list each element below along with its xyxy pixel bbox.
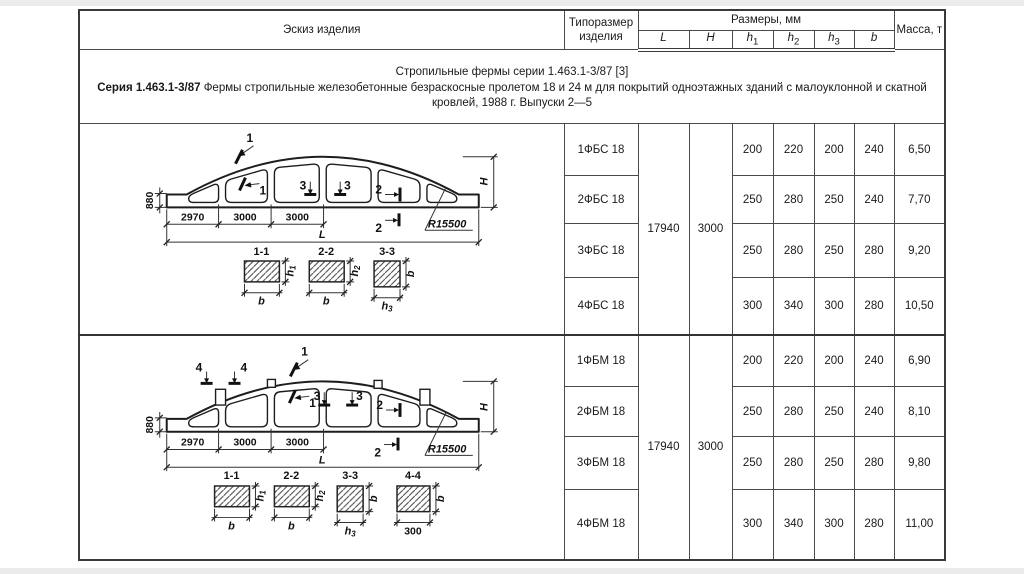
svg-text:b: b <box>434 495 447 502</box>
b-cell: 240 <box>854 124 894 176</box>
typesize-cell: 3ФБМ 18 <box>564 437 638 490</box>
H-cell-block2: 3000 <box>689 335 732 560</box>
svg-text:2970: 2970 <box>181 437 205 449</box>
svg-text:b: b <box>287 520 295 533</box>
svg-text:H: H <box>478 402 491 411</box>
svg-text:2: 2 <box>375 182 383 197</box>
typesize-cell: 1ФБМ 18 <box>564 335 638 387</box>
svg-text:h1: h1 <box>254 490 268 502</box>
svg-text:3: 3 <box>313 388 321 403</box>
h1-cell: 250 <box>732 176 773 224</box>
svg-text:2-2: 2-2 <box>318 246 335 259</box>
series-description: Серия 1.463.1-3/87 Фермы стропильные железобетонные безраскосные пролетом 18 и 24 м для покрытий одноэтажных зданий с малоуклонной и скатной кровлей, 1988 г. Выпуски 2—5 <box>97 82 927 109</box>
typesize-cell: 4ФБМ 18 <box>564 490 638 560</box>
b-cell: 240 <box>854 335 894 387</box>
svg-text:2970: 2970 <box>181 212 205 224</box>
truss1-section-3-3 <box>371 246 417 314</box>
svg-text:b: b <box>404 270 417 278</box>
truss1-section-marker-2-below <box>375 214 399 236</box>
svg-text:h2: h2 <box>349 265 363 277</box>
svg-text:2: 2 <box>374 445 382 460</box>
truss-elevation-drawing-1 <box>80 124 564 334</box>
svg-text:3000: 3000 <box>233 437 257 449</box>
svg-text:4-4: 4-4 <box>405 469 421 482</box>
svg-text:H: H <box>478 177 491 186</box>
L-cell-block2: 17940 <box>638 335 689 560</box>
svg-text:1: 1 <box>246 131 254 146</box>
h2-cell: 340 <box>773 278 814 335</box>
mass-cell: 9,20 <box>894 224 945 278</box>
svg-text:b: b <box>228 520 235 533</box>
svg-text:1: 1 <box>309 395 316 410</box>
b-cell: 280 <box>854 278 894 335</box>
header-col-h2: $h_2$ <box>773 30 814 50</box>
h3-cell: 200 <box>814 124 854 176</box>
svg-text:2: 2 <box>375 221 383 236</box>
truss2-section-marker-1-top <box>290 345 308 377</box>
header-typesize: Типоразмер изделия <box>564 10 638 50</box>
truss2-section-1-1 <box>212 470 268 532</box>
truss2-sketch-cell <box>79 335 564 560</box>
svg-text:b: b <box>322 295 330 308</box>
h1-cell: 250 <box>732 387 773 437</box>
b-cell: 280 <box>854 490 894 560</box>
h2-cell: 280 <box>773 437 814 490</box>
svg-text:4: 4 <box>195 360 203 375</box>
truss1-sketch-cell <box>79 124 564 335</box>
h1-cell: 300 <box>732 490 773 560</box>
h2-cell: 280 <box>773 224 814 278</box>
svg-text:h2: h2 <box>314 490 328 502</box>
svg-text:1-1: 1-1 <box>223 469 240 482</box>
truss1-section-1-1 <box>241 246 297 308</box>
h1-cell: 300 <box>732 278 773 335</box>
typesize-cell: 4ФБС 18 <box>564 278 638 335</box>
svg-text:3-3: 3-3 <box>342 469 359 482</box>
truss1-dim-end-height <box>145 188 167 214</box>
b-cell: 280 <box>854 224 894 278</box>
b-cell: 240 <box>854 387 894 437</box>
h3-cell: 250 <box>814 437 854 490</box>
page-edge-bottom <box>0 568 1024 574</box>
svg-text:2: 2 <box>376 397 384 412</box>
typesize-cell: 2ФБС 18 <box>564 176 638 224</box>
truss1-section-2-2 <box>306 246 362 308</box>
h1-cell: 250 <box>732 224 773 278</box>
h3-cell: 250 <box>814 387 854 437</box>
header-col-h3: $h_3$ <box>814 30 854 50</box>
h2-cell: 220 <box>773 124 814 176</box>
spec-table-wrapper <box>78 9 944 566</box>
svg-text:3: 3 <box>356 388 363 403</box>
spec-table <box>78 9 946 561</box>
series-title: Стропильные фермы серии 1.463.1-3/87 [3] <box>395 65 629 78</box>
header-col-h1: $h_1$ <box>732 30 773 50</box>
truss2-section-marker-4-left <box>196 360 213 383</box>
svg-text:1: 1 <box>301 344 308 359</box>
svg-text:R15500: R15500 <box>427 443 467 456</box>
svg-text:2-2: 2-2 <box>283 469 300 482</box>
truss2-section-2-2 <box>271 470 327 532</box>
header-sketch: Эскиз изделия <box>79 10 564 50</box>
truss1-section-marker-1-top <box>236 131 254 164</box>
page-edge-top <box>0 0 1024 6</box>
svg-text:h3: h3 <box>344 525 356 539</box>
h1-cell: 200 <box>732 124 773 176</box>
h2-cell: 340 <box>773 490 814 560</box>
mass-cell: 7,70 <box>894 176 945 224</box>
header-col-H: H <box>689 30 732 50</box>
truss2-section-marker-4-right <box>229 360 248 383</box>
h3-cell: 300 <box>814 278 854 335</box>
h2-cell: 220 <box>773 335 814 387</box>
svg-text:1: 1 <box>259 183 267 198</box>
svg-text:h1: h1 <box>284 265 298 277</box>
svg-text:L: L <box>318 454 326 467</box>
h1-cell: 250 <box>732 437 773 490</box>
svg-text:880: 880 <box>144 415 156 434</box>
svg-text:4: 4 <box>240 360 248 375</box>
svg-text:h3: h3 <box>381 300 393 314</box>
truss1-body <box>167 157 479 208</box>
h3-cell: 200 <box>814 335 854 387</box>
L-cell-block1: 17940 <box>638 124 689 335</box>
mass-cell: 11,00 <box>894 490 945 560</box>
mass-cell: 10,50 <box>894 278 945 335</box>
truss2-section-4-4 <box>394 470 447 537</box>
h3-cell: 300 <box>814 490 854 560</box>
svg-text:3000: 3000 <box>285 212 309 224</box>
mass-cell: 9,80 <box>894 437 945 490</box>
truss-elevation-drawing-2 <box>80 336 564 559</box>
H-cell-block1: 3000 <box>689 124 732 335</box>
svg-text:3000: 3000 <box>233 212 257 224</box>
h1-cell: 200 <box>732 335 773 387</box>
header-col-L: L <box>638 30 689 50</box>
svg-text:3-3: 3-3 <box>379 246 395 259</box>
typesize-cell: 3ФБС 18 <box>564 224 638 278</box>
h2-cell: 280 <box>773 176 814 224</box>
truss2-section-3-3 <box>334 470 380 538</box>
svg-text:b: b <box>258 295 265 308</box>
mass-cell: 6,50 <box>894 124 945 176</box>
h2-cell: 280 <box>773 387 814 437</box>
b-cell: 240 <box>854 176 894 224</box>
mass-cell: 6,90 <box>894 335 945 387</box>
series-description-cell <box>79 50 945 124</box>
h3-cell: 250 <box>814 224 854 278</box>
svg-text:b: b <box>368 495 381 502</box>
svg-text:1-1: 1-1 <box>253 246 270 259</box>
mass-cell: 8,10 <box>894 387 945 437</box>
header-mass: Масса, т <box>894 10 945 50</box>
typesize-cell: 1ФБС 18 <box>564 124 638 176</box>
svg-text:300: 300 <box>404 526 422 538</box>
h3-cell: 250 <box>814 176 854 224</box>
truss2-section-marker-2-below <box>374 437 398 459</box>
typesize-cell: 2ФБМ 18 <box>564 387 638 437</box>
svg-text:R15500: R15500 <box>427 218 467 231</box>
b-cell: 280 <box>854 437 894 490</box>
svg-text:3000: 3000 <box>285 437 309 449</box>
svg-text:L: L <box>318 229 326 242</box>
svg-text:3: 3 <box>299 178 307 193</box>
svg-text:880: 880 <box>144 192 156 210</box>
svg-text:3: 3 <box>344 178 351 193</box>
header-col-b: b <box>854 30 894 50</box>
truss2-dim-end-height <box>145 412 167 438</box>
header-dims-group: Размеры, мм <box>638 10 894 30</box>
